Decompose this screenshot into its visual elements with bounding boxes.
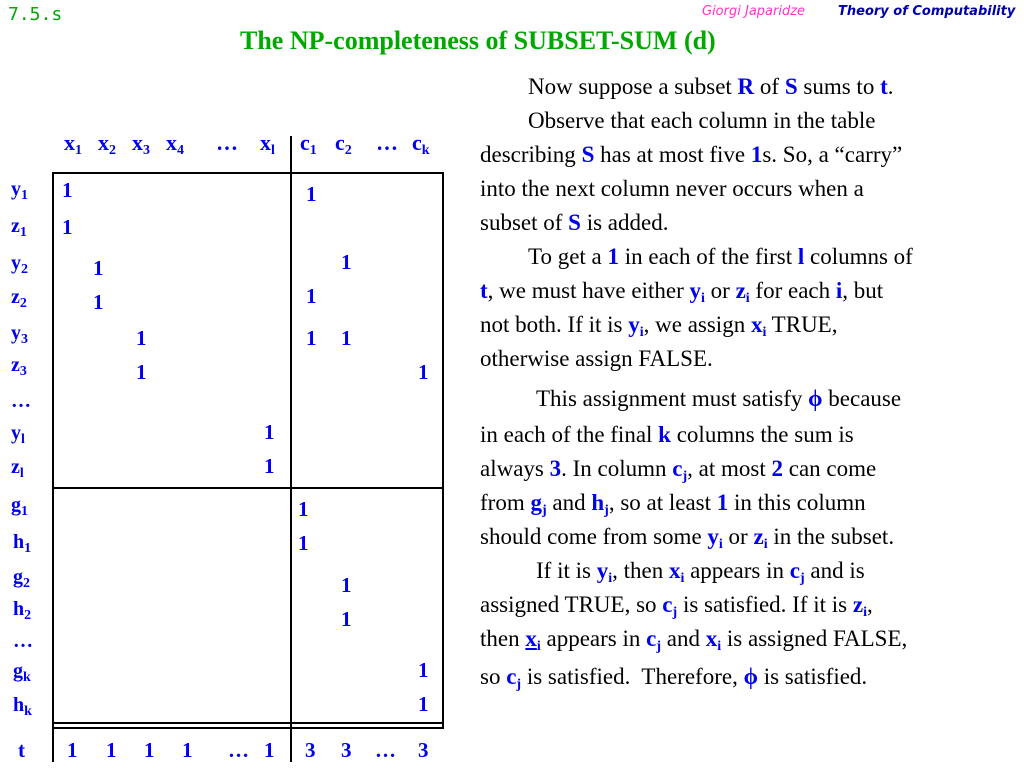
text-line-11: in each of the final k columns the sum is (480, 422, 854, 447)
text-line-2: Observe that each column in the table (528, 108, 876, 133)
row-label-z2: $z_2$ (11, 286, 27, 311)
row-label-y2: $y_2$ (11, 252, 28, 277)
cell-one: 1 (93, 290, 104, 314)
text-line-10: This assignment must satisfy ϕ because (536, 386, 902, 411)
row-label-hk: $h_k$ (13, 694, 32, 719)
bottom-row-value: 1 (67, 738, 78, 762)
slide-number: 7.5.s (8, 4, 63, 25)
text-line-5: subset of S is added. (480, 210, 669, 235)
text-line-9: otherwise assign FALSE. (480, 346, 713, 371)
cell-one: 1 (418, 658, 429, 682)
cell-one: 1 (62, 178, 73, 202)
course-name: Theory of Computability (838, 4, 1016, 19)
row-label-y1: $y_1$ (11, 178, 28, 203)
col-header-dots: … (216, 130, 238, 155)
row-label-dots2: … (13, 630, 33, 652)
page-title: The NP-completeness of SUBSET-SUM (d) (240, 26, 716, 55)
text-line-18: so $c_j$ is satisfied. Therefore, ϕ is satisfied. (480, 664, 868, 692)
cell-one: 1 (136, 326, 147, 350)
text-line-14: should come from some $y_i$ or $z_i$ in the subset. (480, 524, 895, 552)
col-header-dots2: … (376, 130, 398, 155)
cell-one: 1 (306, 284, 317, 308)
text-line-15: If it is $y_i$, then $x_i$ appears in $c_j$ and is (536, 558, 865, 586)
col-header-c2: $c_2$ (335, 130, 352, 158)
row-label-zl: $z_l$ (11, 456, 24, 481)
author-name: Giorgi Japaridze (702, 4, 806, 19)
text-line-16: assigned TRUE, so $c_j$ is satisfied. If it is $z_i$, (480, 592, 873, 620)
bottom-row-dots: … (375, 738, 396, 762)
bottom-row-label: t (18, 738, 25, 762)
text-line-13: from $g_j$ and $h_j$, so at least 1 in this column (480, 490, 866, 518)
cell-one: 1 (418, 360, 429, 384)
row-label-h1: $h_1$ (13, 531, 32, 556)
text-line-12: always 3. In column $c_j$, at most 2 can come (480, 456, 877, 484)
horizontal-divider-bottom (52, 722, 444, 724)
text-line-1: Now suppose a subset R of S sums to t. (528, 74, 894, 99)
bottom-row-value: 3 (341, 738, 352, 762)
row-label-gk: $g_k$ (13, 660, 31, 685)
row-label-z3: $z_3$ (11, 354, 27, 379)
bottom-row-value: 3 (305, 738, 316, 762)
row-label-h2: $h_2$ (13, 598, 32, 623)
cell-one: 1 (298, 531, 309, 555)
row-label-y3: $y_3$ (11, 322, 28, 347)
row-label-g1: $g_1$ (11, 494, 28, 519)
bottom-row-dots: … (228, 738, 249, 762)
bottom-row-value: 1 (106, 738, 117, 762)
cell-one: 1 (264, 454, 275, 478)
vertical-divider-left (52, 172, 54, 762)
cell-one: 1 (62, 215, 73, 239)
cell-one: 1 (341, 250, 352, 274)
text-line-3: describing S has at most five 1s. So, a “carry” (480, 142, 903, 167)
cell-one: 1 (341, 573, 352, 597)
row-label-g2: $g_2$ (13, 566, 30, 591)
col-header-x2: $x_2$ (98, 130, 116, 158)
bottom-row-value: 1 (144, 738, 155, 762)
cell-one: 1 (93, 256, 104, 280)
cell-one: 1 (306, 326, 317, 350)
col-header-x4: $x_4$ (166, 130, 184, 158)
horizontal-divider-top (52, 172, 444, 174)
text-line-8: not both. If it is $y_i$, we assign $x_i$ TRUE, (480, 312, 838, 340)
col-header-x1: $x_1$ (64, 130, 82, 158)
bottom-row-value: 1 (264, 738, 275, 762)
text-line-7: t, we must have either $y_i$ or $z_i$ for each i, but (480, 278, 884, 306)
bottom-row-value: 3 (418, 738, 429, 762)
horizontal-divider-bottom2 (52, 727, 444, 729)
vertical-divider-mid (290, 136, 292, 762)
col-header-xl: $x_l$ (260, 130, 275, 158)
cell-one: 1 (306, 182, 317, 206)
cell-one: 1 (341, 326, 352, 350)
vertical-divider-right (442, 172, 444, 728)
row-label-yl: $y_l$ (11, 422, 25, 447)
cell-one: 1 (136, 360, 147, 384)
text-line-4: into the next column never occurs when a (480, 176, 864, 201)
cell-one: 1 (341, 607, 352, 631)
cell-one: 1 (264, 420, 275, 444)
cell-one: 1 (418, 692, 429, 716)
row-label-dots: … (11, 390, 31, 412)
col-header-x3: $x_3$ (132, 130, 150, 158)
col-header-c1: $c_1$ (300, 130, 317, 158)
horizontal-divider-mid (52, 487, 444, 489)
col-header-ck: $c_k$ (412, 130, 430, 158)
text-line-17: then $x_i$ appears in $c_j$ and $x_i$ is assigned FALSE, (480, 626, 908, 654)
text-line-6: To get a 1 in each of the first l columns of (528, 244, 913, 269)
row-label-z1: $z_1$ (11, 215, 27, 240)
bottom-row-value: 1 (182, 738, 193, 762)
cell-one: 1 (298, 497, 309, 521)
